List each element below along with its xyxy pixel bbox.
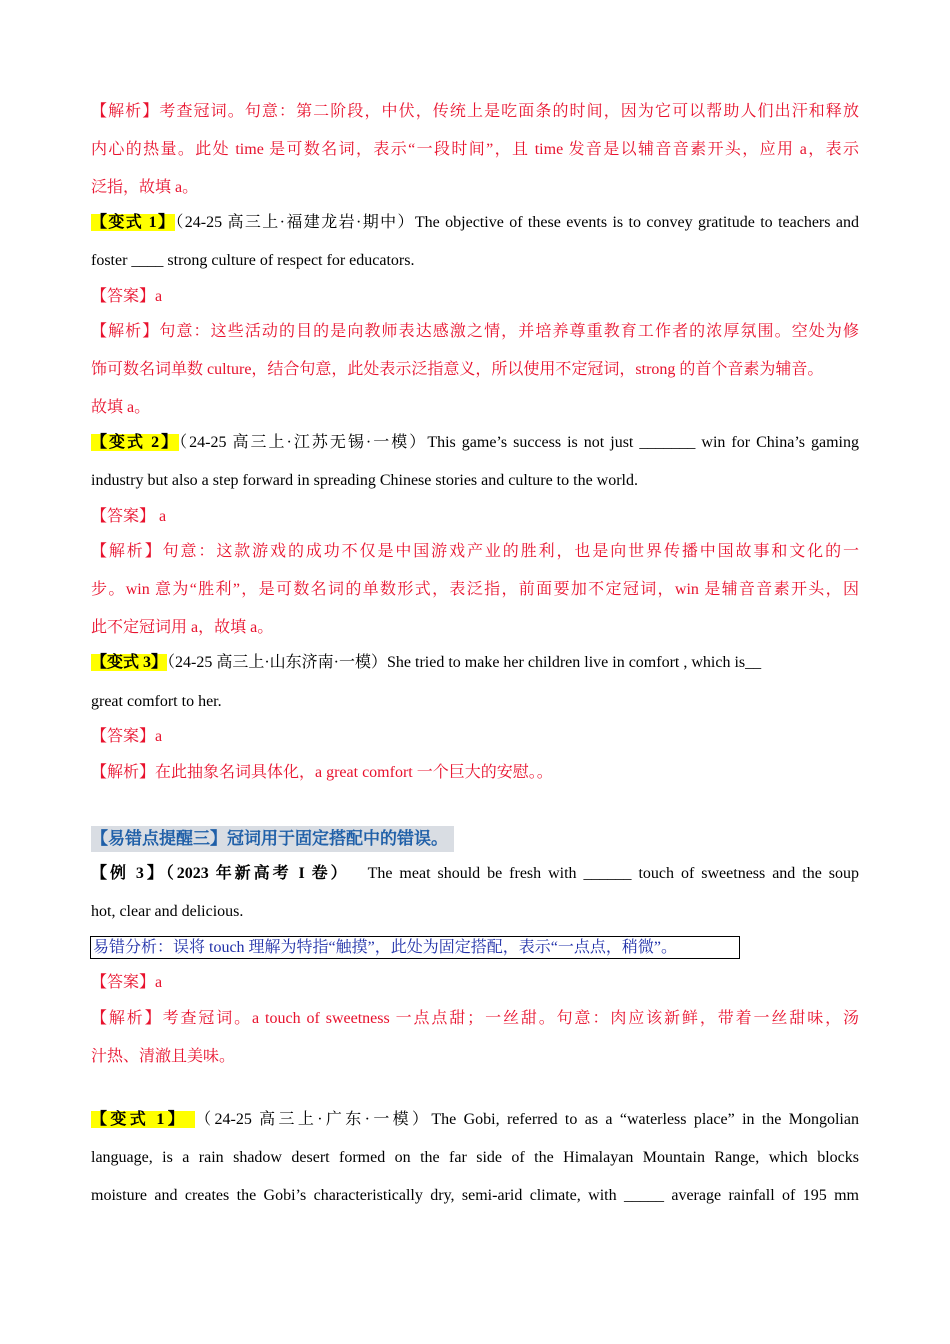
variant1-question-line-2: foster ____ strong culture of respect for educators. <box>91 252 415 269</box>
variant4-tag: 【变式 1】 <box>91 1111 195 1128</box>
variant2-analysis-line-3: 此不定冠词用 a，故填 a。 <box>91 619 274 636</box>
intro-analysis-line-3: 泛指，故填 a。 <box>91 179 199 196</box>
variant3-question-line-2: great comfort to her. <box>91 693 222 710</box>
example3-analysis-line-2: 汁热、清澈且美味。 <box>91 1048 236 1065</box>
intro-analysis-line-1: 【解析】考查冠词。句意：第二阶段，中伏，传统上是吃面条的时间，因为它可以帮助人们出汗和释放 <box>91 103 859 120</box>
variant3-question-line-1 <box>91 652 859 674</box>
example3-question-line-2: hot, clear and delicious. <box>91 903 244 920</box>
variant1-question-text: （24-25 高三上·福建龙岩·期中）The objective of these events is to convey gratitude to teachers and <box>175 214 859 231</box>
error-analysis-box: 易错分析：误将 touch 理解为特指“触摸”，此处为固定搭配，表示“一点点，稍微”。 <box>90 936 740 959</box>
variant1-analysis-line-3: 故填 a。 <box>91 399 151 416</box>
variant2-question-line-1 <box>91 432 859 454</box>
variant3-analysis: 【解析】在此抽象名词具体化，a great comfort 一个巨大的安慰。。 <box>91 764 553 781</box>
variant2-analysis-line-2: 步。win 意为“胜利”，是可数名词的单数形式，表泛指，前面要加不定冠词，win 是辅音音素开头，因 <box>91 581 859 598</box>
variant1-analysis-line-1: 【解析】句意：这些活动的目的是向教师表达感激之情，并培养尊重教育工作者的浓厚氛围。空处为修 <box>91 323 859 340</box>
variant2-question-text: （24-25 高三上·江苏无锡·一模）This game’s success is not just _______ win for China’s gaming <box>179 434 859 451</box>
example3-answer: 【答案】a <box>91 974 163 991</box>
variant1-tag: 【变式 1】 <box>91 214 176 231</box>
variant3-tag: 【变式 3】 <box>91 654 168 671</box>
intro-analysis-line-2: 内心的热量。此处 time 是可数名词，表示“一段时间”，且 time 发音是以辅音音素开头，应用 a，表示 <box>91 141 859 158</box>
variant1-answer: 【答案】a <box>91 288 163 305</box>
variant2-answer: 【答案】 a <box>91 508 167 525</box>
variant3-answer: 【答案】a <box>91 728 163 745</box>
variant1-analysis-line-2: 饰可数名词单数 culture，结合句意，此处表示泛指意义，所以使用不定冠词，strong 的首个音素为辅音。 <box>91 361 824 378</box>
example3-analysis-line-1: 【解析】考查冠词。a touch of sweetness 一点点甜；一丝甜。句意：肉应该新鲜，带着一丝甜味，汤 <box>91 1010 859 1027</box>
variant4-question-text: （24-25 高三上·广东·一模）The Gobi, referred to as a “waterless place” in the Mongolian <box>203 1111 859 1128</box>
variant2-question-line-2: industry but also a step forward in spreading Chinese stories and culture to the world. <box>91 472 638 489</box>
variant4-question-line-1 <box>91 1109 859 1131</box>
variant1-question-line-1 <box>91 212 859 234</box>
example3-question-line-1 <box>91 863 859 885</box>
variant4-question-line-2: language, is a rain shadow desert formed on the far side of the Himalayan Mountain Range, which blocks <box>91 1149 859 1166</box>
variant3-question-text: （24-25 高三上·山东济南·一模）She tried to make her children live in comfort , which is__ <box>167 654 762 671</box>
variant2-analysis-line-1: 【解析】句意：这款游戏的成功不仅是中国游戏产业的胜利，也是向世界传播中国故事和文化的一 <box>91 543 859 560</box>
example3-label: 【例 3】（2023 年新高考 I 卷） <box>91 865 350 882</box>
example3-question-text: The meat should be fresh with ______ touch of sweetness and the soup <box>367 865 859 882</box>
section-heading: 【易错点提醒三】冠词用于固定搭配中的错误。 <box>91 826 454 852</box>
variant4-question-line-3: moisture and creates the Gobi’s characteristically dry, semi-arid climate, with _____ average rainfall of 195 mm <box>91 1187 859 1204</box>
variant2-tag: 【变式 2】 <box>91 434 180 451</box>
